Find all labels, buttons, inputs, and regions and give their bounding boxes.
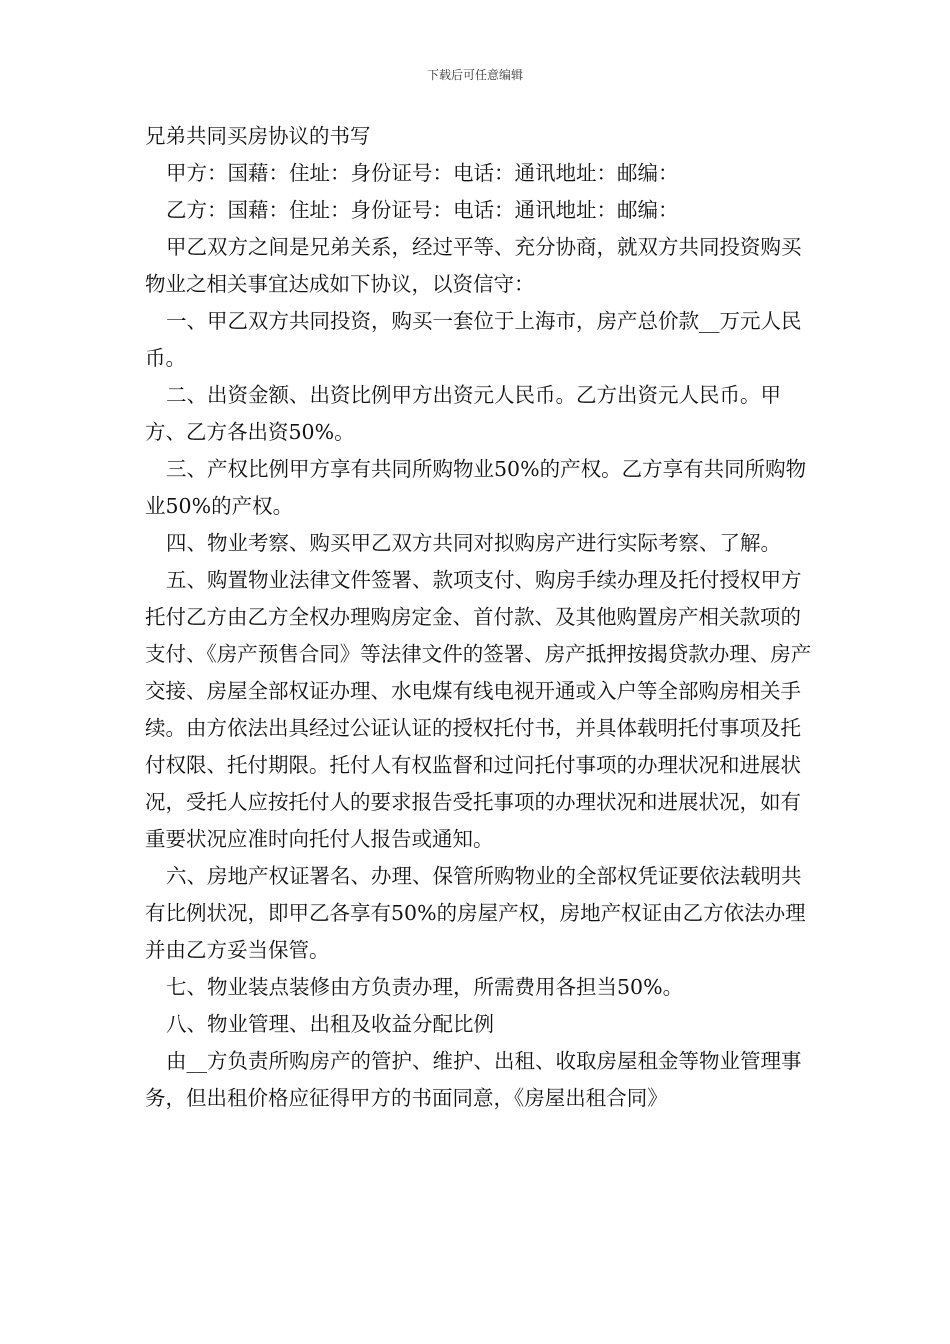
clause-1: 一、甲乙双方共同投资，购买一套位于上海市，房产总价款__万元人民币。 xyxy=(145,309,802,370)
clause-3: 三、产权比例甲方享有共同所购物业50%的产权。乙方享有共同所购物业50%的产权。 xyxy=(145,457,807,518)
clause-4: 四、物业考察、购买甲乙双方共同对拟购房产进行实际考察、了解。 xyxy=(166,531,781,555)
party-a-line: 甲方：国藉：住址：身份证号：电话：通讯地址：邮编： xyxy=(166,161,679,185)
preamble-paragraph: 甲乙双方之间是兄弟关系，经过平等、充分协商，就双方共同投资购买物业之相关事宜达成如下协议，以资信守： xyxy=(145,235,802,296)
clause-7: 七、物业装点装修由方负责办理，所需费用各担当50%。 xyxy=(166,975,684,999)
page-header: 下载后可任意编辑 xyxy=(426,68,523,82)
document-title: 兄弟共同买房协议的书写 xyxy=(145,124,371,148)
clause-5: 五、购置物业法律文件签署、款项支付、购房手续办理及托付授权甲方托付乙方由乙方全权办理购房定金、首付款、及其他购置房产相关款项的支付、《房产预售合同》等法律文件的签署、房产抵押按揭贷款办理、房产交接、房屋全部权证办理、水电煤有线电视开通或入户等全部购房相关手续。由方依法出具经过公证认证的授权托付书，并具体载明托付事项及托付权限、托付期限。托付人有权监督和过问托付事项的办理状况和进展状况，受托人应按托付人的要求报告受托事项的办理状况和进展状况，如有重要状况应准时向托付人报告或通知。 xyxy=(145,568,812,851)
clause-2: 二、出资金额、出资比例甲方出资元人民币。乙方出资元人民币。甲方、乙方各出资50%。 xyxy=(145,383,781,444)
party-b-line: 乙方：国藉：住址：身份证号：电话：通讯地址：邮编： xyxy=(166,198,679,222)
clause-6: 六、房地产权证署名、办理、保管所购物业的全部权凭证要依法载明共有比例状况，即甲乙各享有50%的房屋产权，房地产权证由乙方依法办理并由乙方妥当保管。 xyxy=(145,864,806,962)
clause-8-body: 由__方负责所购房产的管护、维护、出租、收取房屋租金等物业管理事务，但出租价格应征得甲方的书面同意，《房屋出租合同》 xyxy=(145,1049,802,1110)
clause-8-heading: 八、物业管理、出租及收益分配比例 xyxy=(166,1012,494,1036)
document-body xyxy=(145,118,813,1117)
